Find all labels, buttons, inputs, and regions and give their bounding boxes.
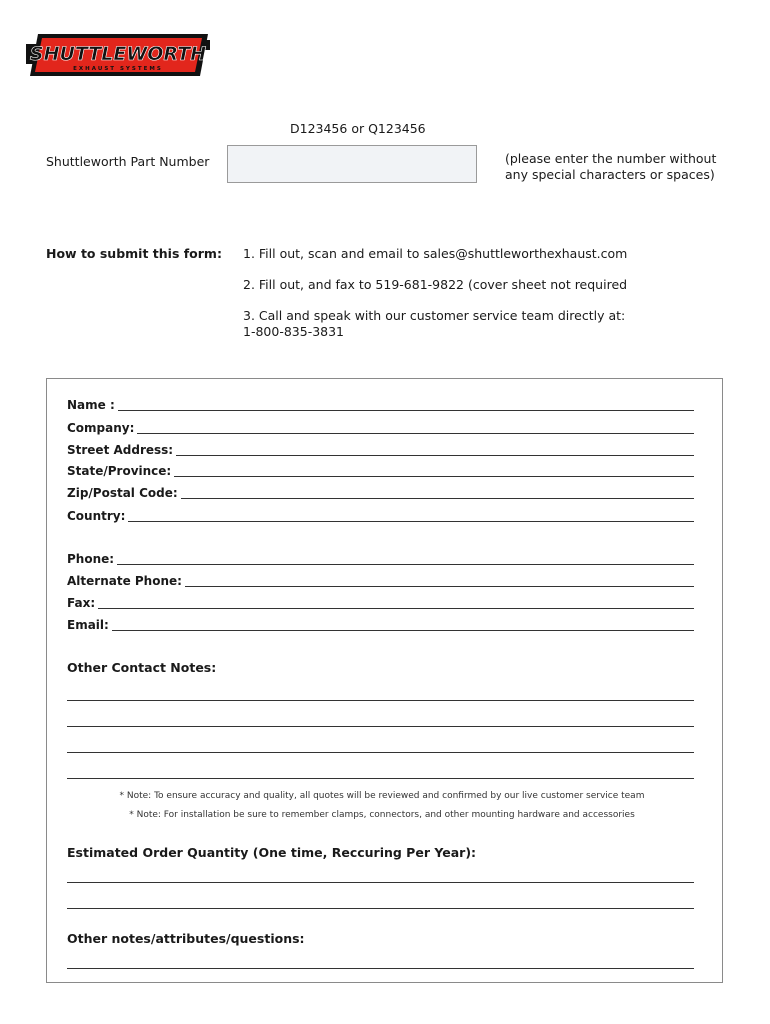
zip-postal-input-line[interactable] [181,498,694,499]
alternate-phone-field[interactable] [67,572,694,588]
fax-input-line[interactable] [98,608,694,609]
other-contact-notes-line-4[interactable] [67,778,694,779]
submit-step-3-line1: 3. Call and speak with our customer service team directly at: [243,308,626,323]
part-number-input[interactable] [227,145,477,183]
state-province-field[interactable] [67,462,694,478]
email-field[interactable] [67,616,694,632]
email-input-line[interactable] [112,630,694,631]
country-label: Country: [67,509,126,523]
part-number-instruction-line2: any special characters or spaces) [505,167,715,182]
part-number-instructions [505,151,725,183]
installation-note: * Note: For installation be sure to remember clamps, connectors, and other mounting hardware and accessories [129,810,635,820]
state-province-label: State/Province: [67,464,172,478]
submit-step-1: 1. Fill out, scan and email to sales@shuttleworthexhaust.com [243,246,628,261]
country-input-line[interactable] [128,521,694,522]
company-field[interactable] [67,419,694,435]
zip-postal-label: Zip/Postal Code: [67,486,178,500]
estimated-order-quantity-label: Estimated Order Quantity (One time, Reccuring Per Year): [67,845,477,860]
name-label: Name : [67,398,115,412]
phone-field[interactable] [67,550,694,566]
shuttleworth-logo [26,30,210,80]
submit-step-3-line2: 1-800-835-3831 [243,324,345,339]
name-field[interactable] [67,396,694,412]
submit-step-2: 2. Fill out, and fax to 519-681-9822 (cover sheet not required [243,277,628,292]
other-contact-notes-line-2[interactable] [67,726,694,727]
zip-postal-field[interactable] [67,484,694,500]
street-address-label: Street Address: [67,443,174,457]
estimated-order-quantity-line-1[interactable] [67,882,694,883]
fax-field[interactable] [67,594,694,610]
company-label: Company: [67,421,135,435]
how-to-submit-label: How to submit this form: [46,246,222,261]
fax-label: Fax: [67,596,96,610]
other-contact-notes-label: Other Contact Notes: [67,660,217,675]
other-contact-notes-line-1[interactable] [67,700,694,701]
street-address-field[interactable] [67,441,694,457]
email-label: Email: [67,618,109,632]
other-notes-line-1[interactable] [67,968,694,969]
country-field[interactable] [67,507,694,523]
alternate-phone-input-line[interactable] [185,586,694,587]
quote-review-note: * Note: To ensure accuracy and quality, all quotes will be reviewed and confirmed by our live customer service team [119,791,645,801]
part-number-instruction-line1: (please enter the number without [505,151,717,166]
other-notes-label: Other notes/attributes/questions: [67,931,305,946]
estimated-order-quantity-line-2[interactable] [67,908,694,909]
logo-brand-text: SHUTTLEWORTH [29,43,207,65]
name-input-line[interactable] [118,410,694,411]
part-number-format-hint: D123456 or Q123456 [290,121,426,136]
logo-tagline-text: EXHAUST SYSTEMS [73,66,163,72]
alternate-phone-label: Alternate Phone: [67,574,182,588]
state-province-input-line[interactable] [174,476,694,477]
street-address-input-line[interactable] [176,455,694,456]
part-number-label: Shuttleworth Part Number [46,154,210,169]
phone-input-line[interactable] [117,564,694,565]
other-contact-notes-line-3[interactable] [67,752,694,753]
company-input-line[interactable] [137,433,694,434]
phone-label: Phone: [67,552,115,566]
submit-step-3 [243,308,663,340]
